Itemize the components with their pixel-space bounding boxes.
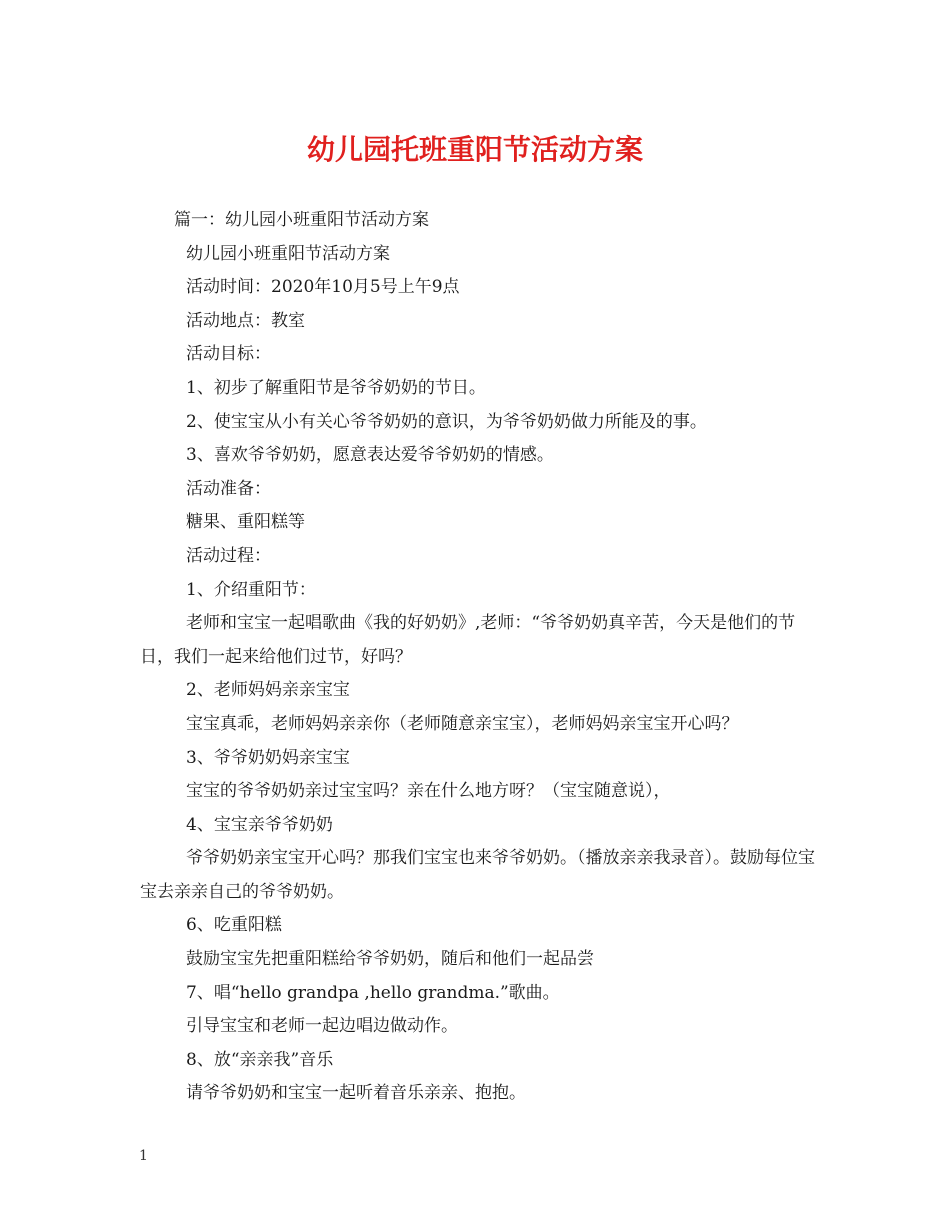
paragraph: 2、使宝宝从小有关心爷爷奶奶的意识，为爷爷奶奶做力所能及的事。 [186, 411, 707, 432]
paragraph: 鼓励宝宝先把重阳糕给爷爷奶奶，随后和他们一起品尝 [186, 949, 594, 970]
section-heading: 篇一：幼儿园小班重阳节活动方案 [174, 210, 429, 230]
paragraph: 3、爷爷奶奶妈亲宝宝 [186, 747, 350, 768]
paragraph: 4、宝宝亲爷爷奶奶 [186, 814, 333, 835]
paragraph: 3、喜欢爷爷奶奶，愿意表达爱爷爷奶奶的情感。 [186, 445, 554, 466]
paragraph: 爷爷奶奶亲宝宝开心吗？那我们宝宝也来爷爷奶奶。（播放亲亲我录音）。鼓励每位宝宝去亲亲自己的爷爷奶奶。 [140, 848, 815, 902]
paragraph: 活动过程： [186, 545, 271, 566]
page-number: 1 [139, 1148, 148, 1164]
paragraph: 7、唱“hello grandpa ,hello grandma.”歌曲。 [186, 982, 560, 1003]
document-title: 幼儿园托班重阳节活动方案 [306, 133, 643, 166]
paragraph: 活动地点：教室 [186, 310, 305, 331]
paragraph: 宝宝真乖，老师妈妈亲亲你（老师随意亲宝宝），老师妈妈亲宝宝开心吗？ [186, 713, 739, 734]
paragraph: 引导宝宝和老师一起边唱边做动作。 [186, 1016, 458, 1037]
paragraph: 幼儿园小班重阳节活动方案 [186, 243, 390, 264]
paragraph: 1、初步了解重阳节是爷爷奶奶的节日。 [186, 377, 486, 398]
paragraph: 活动准备： [186, 478, 271, 499]
paragraph: 请爷爷奶奶和宝宝一起听着音乐亲亲、抱抱。 [186, 1083, 526, 1104]
paragraph: 糖果、重阳糕等 [186, 512, 305, 533]
paragraph: 活动目标： [186, 344, 271, 365]
document-body [140, 204, 820, 1111]
paragraph: 8、放“亲亲我”音乐 [186, 1049, 334, 1070]
paragraph: 活动时间：2020年10月5号上午9点 [186, 277, 460, 298]
paragraph: 6、吃重阳糕 [186, 915, 282, 936]
paragraph: 宝宝的爷爷奶奶亲过宝宝吗？亲在什么地方呀？（宝宝随意说）， [186, 781, 671, 802]
paragraph: 老师和宝宝一起唱歌曲《我的好奶奶》,老师：“爷爷奶奶真辛苦，今天是他们的节日，我们一起来给他们过节，好吗？ [140, 613, 796, 667]
paragraph: 2、老师妈妈亲亲宝宝 [186, 680, 350, 701]
paragraph: 1、介绍重阳节： [186, 579, 316, 600]
